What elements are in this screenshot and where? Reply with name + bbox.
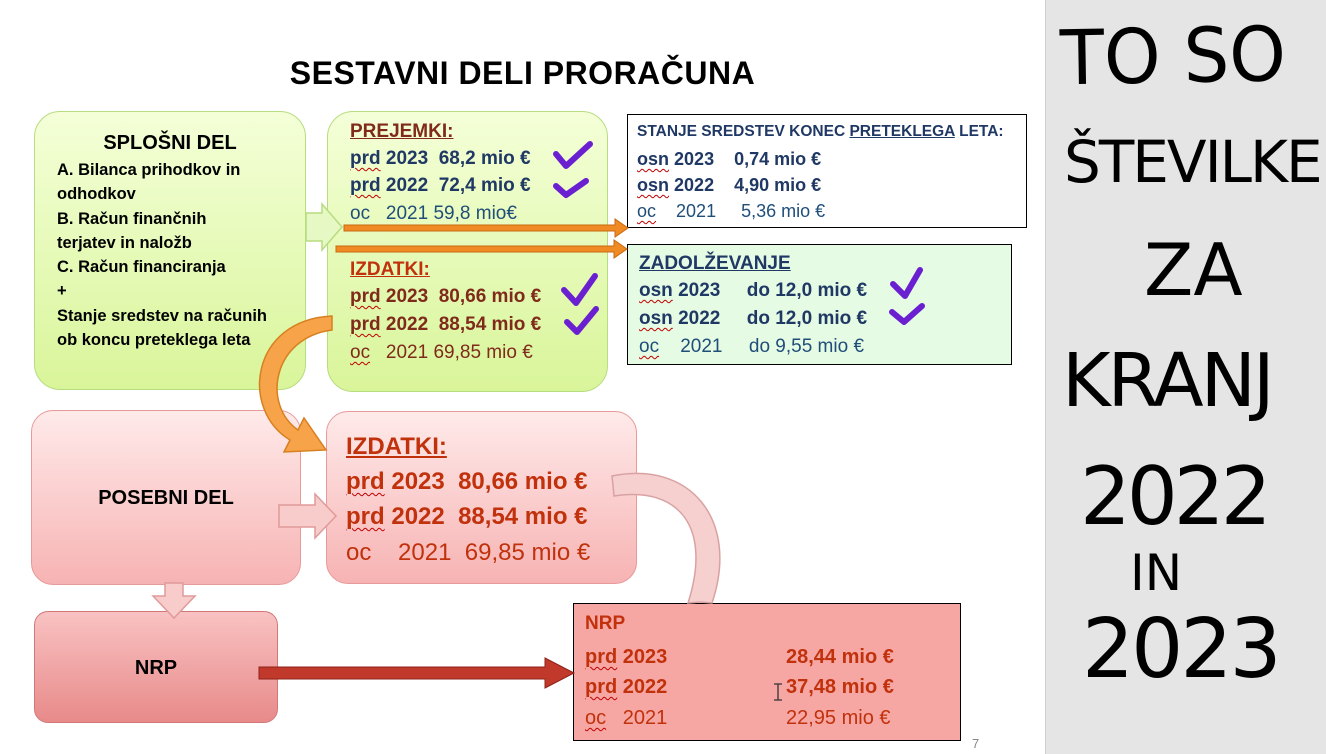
row-year: 2021 (622, 707, 668, 729)
nrp-row-value: 28,44 mio € (786, 646, 894, 668)
row-value: do 9,55 mio € (748, 336, 865, 357)
row-year: 2023 (674, 149, 715, 169)
row-value: 69,85 mio € (464, 539, 591, 566)
check-icon (892, 306, 922, 322)
splosni-line: ob koncu preteklega leta (57, 331, 251, 349)
stanje-heading-b: PRETEKLEGA (849, 123, 955, 140)
splosni-line: A. Bilanca prihodkov in (57, 161, 241, 179)
row-year: 2023 (678, 280, 721, 301)
annotation-panel (1045, 0, 1326, 754)
nrp-heading: NRP (585, 613, 626, 634)
check-icon (556, 181, 586, 195)
row-label: oc (350, 203, 371, 224)
handwriting-line: 2023 (1082, 602, 1279, 697)
handwriting-line: IN (1130, 544, 1183, 602)
row-label: prd (585, 676, 618, 698)
prejemki-heading: PREJEMKI: (350, 121, 454, 142)
slide-title: SESTAVNI DELI PRORAČUNA (289, 55, 756, 91)
row-value: 88,54 mio € (458, 503, 588, 530)
row-label: osn (637, 149, 670, 169)
orange-arrow-to-stanje (344, 219, 628, 237)
check-icon (893, 270, 920, 296)
row-year: 2022 (674, 175, 715, 195)
row-year: 2021 (398, 539, 452, 566)
row-label: oc (637, 201, 657, 221)
row-value: 69,85 mio € (433, 342, 533, 363)
izdatki-heading: IZDATKI: (346, 433, 447, 460)
row-value: do 12,0 mio € (746, 280, 868, 301)
zadolzevanje-heading: ZADOLŽEVANJE (639, 253, 791, 274)
row-value: 4,90 mio € (734, 175, 822, 195)
handwriting-line: ŠTEVILKE (1064, 128, 1321, 196)
row-label: prd (350, 148, 381, 169)
row-value: 88,54 mio € (438, 314, 542, 335)
row-label: oc (585, 707, 607, 729)
row-label: prd (346, 503, 385, 530)
text-cursor-icon (774, 684, 782, 700)
row-year: 2022 (678, 308, 721, 329)
row-year: 2021 (680, 336, 723, 357)
page-number: 7 (972, 736, 980, 751)
pink-curve-arrow (612, 473, 720, 603)
row-year: 2022 (385, 314, 429, 335)
row-year: 2022 (391, 503, 445, 530)
row-year: 2023 (622, 646, 668, 668)
row-value: 59,8 mio€ (433, 203, 517, 224)
row-year: 2022 (622, 676, 668, 698)
splosni-line: C. Račun financiranja (57, 258, 226, 276)
splosni-line: odhodkov (57, 185, 136, 203)
handwriting-line: 2022 (1080, 450, 1268, 543)
row-value: do 12,0 mio € (746, 308, 868, 329)
row-label: prd (350, 175, 381, 196)
splosni-line: Stanje sredstev na računih (57, 307, 267, 325)
row-year: 2021 (385, 342, 429, 363)
row-value: 0,74 mio € (734, 149, 822, 169)
handwriting-line: KRANJ (1062, 338, 1272, 424)
handwriting-line: TO SO (1059, 9, 1287, 103)
row-label: prd (350, 286, 381, 307)
red-arrow (259, 658, 574, 688)
check-icon (556, 144, 590, 166)
row-label: oc (346, 539, 372, 566)
row-year: 2023 (385, 286, 429, 307)
stanje-heading-c: LETA: (954, 123, 1004, 140)
orange-arrow-to-zadolzevanje (336, 240, 627, 258)
nrp-row-value: 37,48 mio € (786, 676, 894, 698)
row-label: oc (639, 336, 660, 357)
row-year: 2021 (676, 201, 717, 221)
check-icon (567, 309, 596, 332)
splosni-line: terjatev in naložb (57, 234, 192, 252)
pink-arrow (279, 494, 336, 538)
row-label: osn (639, 280, 673, 301)
pink-down-arrow (153, 583, 195, 618)
row-value: 72,4 mio € (438, 175, 531, 196)
row-label: osn (639, 308, 673, 329)
stanje-heading-a: STANJE SREDSTEV KONEC (637, 123, 850, 140)
posebni-heading: POSEBNI DEL (98, 487, 234, 509)
row-label: prd (350, 314, 381, 335)
nrp-row-value: 22,95 mio € (786, 707, 891, 729)
row-year: 2022 (385, 175, 429, 196)
row-label: prd (585, 646, 618, 668)
row-value: 68,2 mio € (438, 148, 531, 169)
splosni-line: + (57, 282, 67, 300)
splosni-line: B. Račun finančnih (57, 210, 207, 228)
check-icon (564, 276, 595, 303)
row-year: 2021 (385, 203, 429, 224)
nrp-heading: NRP (134, 657, 178, 679)
row-label: oc (350, 342, 371, 363)
row-value: 80,66 mio € (438, 286, 542, 307)
row-year: 2023 (385, 148, 429, 169)
handwriting-line: ZA (1144, 228, 1243, 312)
row-value: 5,36 mio € (741, 201, 826, 221)
row-label: prd (346, 468, 385, 495)
orange-curve-arrow (260, 316, 332, 452)
row-year: 2023 (391, 468, 445, 495)
row-value: 80,66 mio € (458, 468, 588, 495)
row-label: osn (637, 175, 670, 195)
izdatki-heading: IZDATKI: (350, 259, 430, 280)
green-arrow (306, 204, 342, 250)
splosni-heading: SPLOŠNI DEL (103, 132, 237, 154)
